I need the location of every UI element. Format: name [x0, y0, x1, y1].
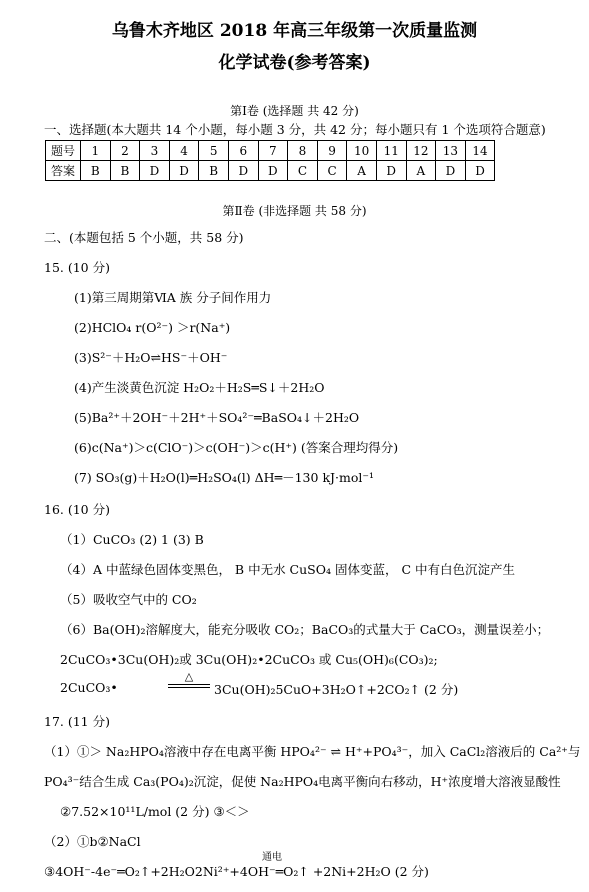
answer-cell: D [228, 161, 258, 181]
answer-cell: B [81, 161, 111, 181]
answer-cell: D [169, 161, 199, 181]
answer-cell: B [110, 161, 140, 181]
q17-line-5: ③4OH⁻-4e⁻═O₂↑+2H₂O2Ni²⁺+4OH⁻═O₂↑ +2Ni+2H₂O (2 分) [44, 864, 429, 879]
row-label-question: 题号 [46, 141, 81, 161]
q15-line-3: (3)S²⁻＋H₂O⇌HS⁻＋OH⁻ [74, 350, 228, 365]
answer-cell: D [376, 161, 406, 181]
q16-line-4: （6）Ba(OH)₂溶解度大，能充分吸收 CO₂；BaCO₃的式量大于 CaCO₃，测量误差小； [60, 622, 550, 637]
q17-line-4: （2）①b②NaCl [44, 834, 141, 849]
answer-cell: D [258, 161, 288, 181]
question-number: 5 [199, 141, 229, 161]
part2-instruction: 二、(本题包括 5 个小题，共 58 分) [44, 230, 244, 245]
q16-line-6a: 2CuCO₃• [60, 680, 118, 695]
heat-symbol [168, 670, 210, 688]
q16-line-6b: 3Cu(OH)₂5CuO+3H₂O↑+2CO₂↑ (2 分) [214, 682, 459, 697]
question-number: 13 [436, 141, 466, 161]
question-number: 3 [140, 141, 170, 161]
document-title: 乌鲁木齐地区 2018 年高三年级第一次质量监测 [111, 21, 478, 41]
q17-line-3: ②7.52×10¹¹L/mol (2 分) ③＜＞ [60, 804, 250, 819]
q16-line-3: （5）吸收空气中的 CO₂ [60, 592, 197, 607]
part1-instruction: 一、选择题(本大题共 14 个小题，每小题 3 分，共 42 分；每小题只有 1 个选项符合题意) [44, 122, 546, 137]
question-number: 14 [465, 141, 495, 161]
answer-cell: D [465, 161, 495, 181]
question-number: 12 [406, 141, 436, 161]
q15-heading: 15. (10 分) [44, 260, 110, 275]
answer-table [45, 140, 495, 181]
q15-line-6: (6)c(Na⁺)＞c(ClO⁻)＞c(OH⁻)＞c(H⁺) (答案合理均得分) [74, 440, 399, 455]
answer-cell: D [140, 161, 170, 181]
q17-heading: 17. (11 分) [44, 714, 110, 729]
answer-cell: C [317, 161, 347, 181]
question-number: 9 [317, 141, 347, 161]
q17-line-1: （1）①＞ Na₂HPO₄溶液中存在电离平衡 HPO₄²⁻ ⇌ H⁺+PO₄³⁻，加入 CaCl₂溶液后的 Ca²⁺与 [44, 744, 581, 759]
part2-header: 第Ⅱ卷 (非选择题 共 58 分) [222, 204, 367, 218]
question-number: 4 [169, 141, 199, 161]
electrolysis-label: 通电 [262, 852, 282, 863]
q16-heading: 16. (10 分) [44, 502, 110, 517]
question-number: 7 [258, 141, 288, 161]
question-number: 2 [110, 141, 140, 161]
answer-cell: A [347, 161, 377, 181]
answer-cell: A [406, 161, 436, 181]
q16-line-1: （1）CuCO₃ (2) 1 (3) B [60, 532, 204, 547]
q15-line-1: (1)第三周期第ⅥA 族 分子间作用力 [74, 290, 272, 305]
question-number: 11 [376, 141, 406, 161]
question-number: 6 [228, 141, 258, 161]
row-label-answer: 答案 [46, 161, 81, 181]
q17-line-2: PO₄³⁻结合生成 Ca₃(PO₄)₂沉淀，促使 Na₂HPO₄电离平衡向右移动，H⁺浓度增大溶液显酸性 [44, 774, 561, 789]
document-subtitle: 化学试卷(参考答案) [218, 53, 371, 73]
q16-line-2: （4）A 中蓝绿色固体变黑色， B 中无水 CuSO₄ 固体变蓝， C 中有白色沉淀产生 [60, 562, 515, 577]
table-row-questions [46, 141, 495, 161]
question-number: 10 [347, 141, 377, 161]
question-number: 1 [81, 141, 111, 161]
answer-cell: B [199, 161, 229, 181]
q15-line-5: (5)Ba²⁺＋2OH⁻＋2H⁺＋SO₄²⁻═BaSO₄↓＋2H₂O [74, 410, 360, 425]
answer-cell: C [288, 161, 318, 181]
q15-line-7: (7) SO₃(g)＋H₂O(l)═H₂SO₄(l) ΔH═－130 kJ·mol⁻¹ [74, 470, 374, 485]
part1-header: 第Ⅰ卷 (选择题 共 42 分) [230, 104, 359, 118]
heat-label: △ [184, 670, 194, 683]
answer-cell: D [436, 161, 466, 181]
equals-arrow-icon [168, 684, 210, 688]
q15-line-2: (2)HClO₄ r(O²⁻) ＞r(Na⁺) [74, 320, 231, 335]
q15-line-4: (4)产生淡黄色沉淀 H₂O₂＋H₂S═S↓＋2H₂O [74, 380, 325, 395]
table-row-answers [46, 161, 495, 181]
q16-line-5: 2CuCO₃•3Cu(OH)₂或 3Cu(OH)₂•2CuCO₃ 或 Cu₅(OH)₆(CO₃)₂; [60, 652, 438, 667]
question-number: 8 [288, 141, 318, 161]
